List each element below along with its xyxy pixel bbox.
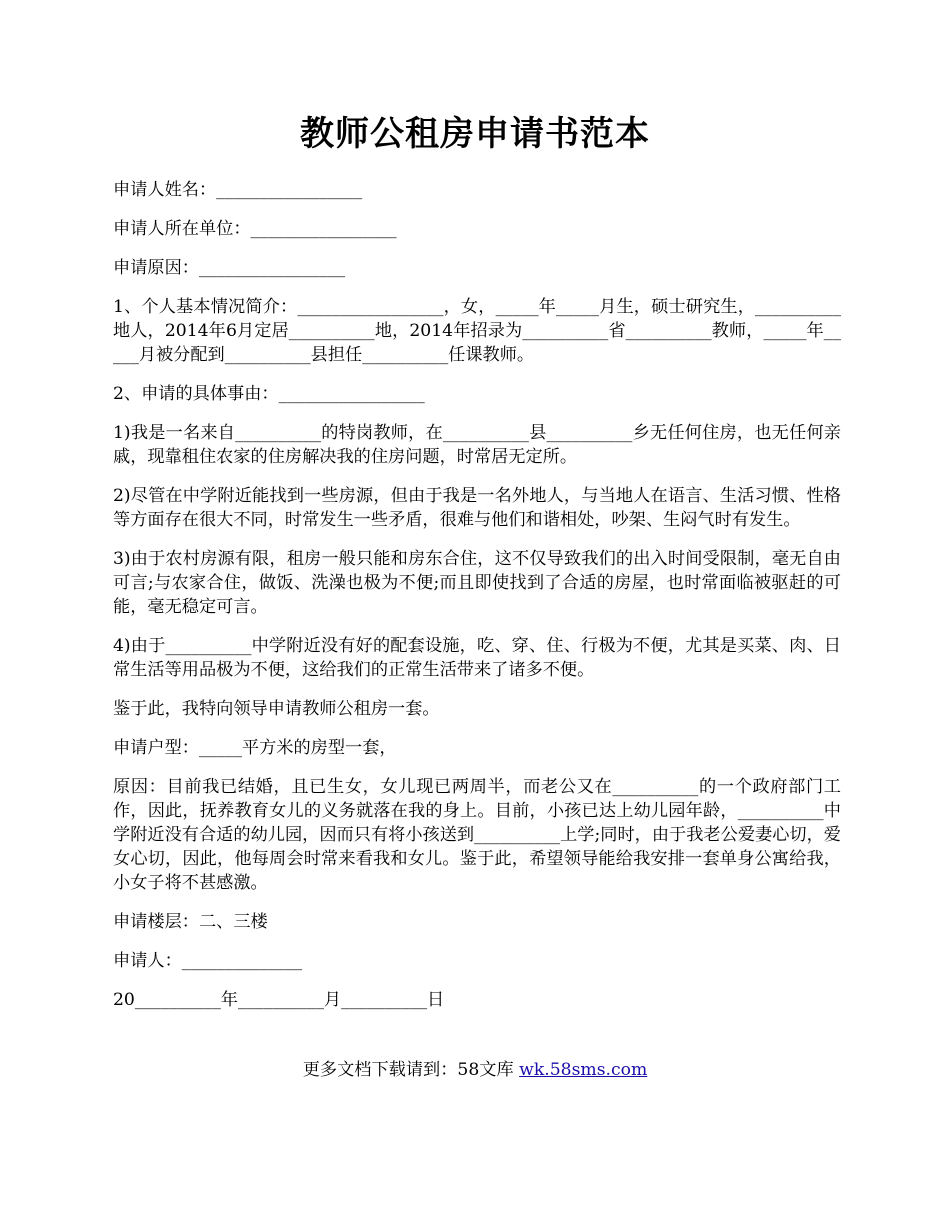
application-reason-line: 申请原因：_________________	[113, 258, 346, 278]
applicant-signature-line: 申请人：______________	[113, 951, 303, 971]
reason-2-paragraph: 2)尽管在中学附近能找到一些房源，但由于我是一名外地人，与当地人在语言、生活习惯、性格等方面存在很大不同，时常发生一些矛盾，很难与他们和谐相处，吵架、生闷气时有发生。	[113, 486, 841, 530]
unit-type-line: 申请户型：_____平方米的房型一套，	[113, 738, 397, 758]
request-statement: 鉴于此，我特向领导申请教师公租房一套。	[113, 699, 440, 719]
floor-request-line: 申请楼层：二、三楼	[113, 912, 268, 932]
footer-text: 更多文档下载请到：58文库	[302, 1060, 520, 1080]
applicant-unit-line: 申请人所在单位：_________________	[113, 219, 397, 239]
document-title: 教师公租房申请书范本	[300, 114, 650, 154]
footer-link[interactable]: wk.58sms.com	[519, 1060, 648, 1080]
specific-reasons-heading: 2、申请的具体事由：_________________	[113, 384, 425, 404]
reason-3-paragraph: 3)由于农村房源有限，租房一般只能和房东合住，这不仅导致我们的出入时间受限制，毫无自由可言;与农家合住，做饭、洗澡也极为不便;而且即使找到了合适的房屋，也时常面临被驱赶的可能，毫无稳定可言。	[113, 549, 841, 617]
family-reason-paragraph: 原因：目前我已结婚，且已生女，女儿现已两周半，而老公又在__________的一个政府部门工作，因此，抚养教育女儿的义务就落在我的身上。目前，小孩已达上幼儿园年龄，__________中学附近没有合适的幼儿园，因而只有将小孩送到__________上学;同时，由于我老公爱妻心切，爱女心切，因此，他每周会时常来看我和女儿。鉴于此，希望领导能给我安排一套单身公寓给我，小女子将不甚感激。	[113, 777, 841, 893]
applicant-name-line: 申请人姓名：_________________	[113, 180, 363, 200]
date-line: 20__________年__________月__________日	[113, 990, 445, 1010]
personal-info-paragraph: 1、个人基本情况简介：_________________，女，_____年_____月生，硕士研究生，__________地人，2014年6月定居__________地，2014年招录为__________省__________教师，_____年_____月被分配到__________县担任__________任课教师。	[113, 297, 841, 365]
footer	[0, 1058, 950, 1082]
reason-4-paragraph: 4)由于__________中学附近没有好的配套设施，吃、穿、住、行极为不便，尤其是买菜、肉、日常生活等用品极为不便，这给我们的正常生活带来了诸多不便。	[113, 636, 841, 680]
document-body	[113, 178, 841, 1027]
reason-1-paragraph: 1)我是一名来自__________的特岗教师，在__________县__________乡无任何住房，也无任何亲戚，现靠租住农家的住房解决我的住房问题，时常居无定所。	[113, 423, 841, 467]
